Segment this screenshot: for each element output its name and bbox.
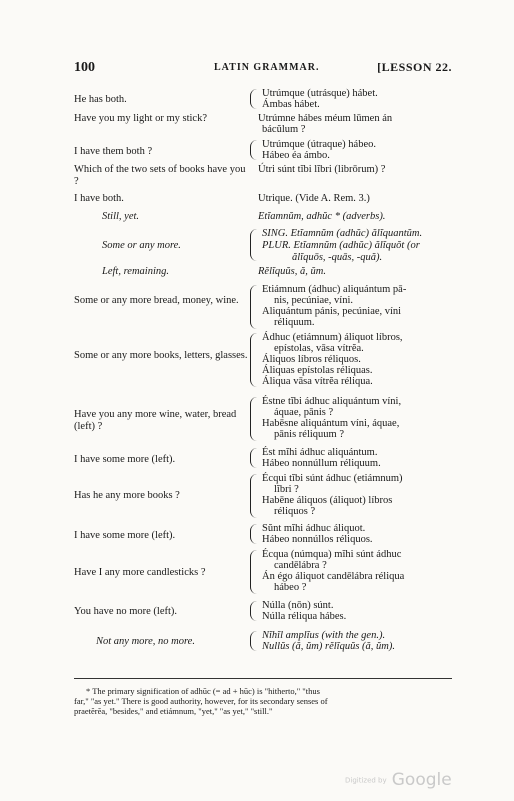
running-header — [74, 60, 452, 78]
vocab-entry — [74, 549, 452, 595]
vocab-entry — [74, 193, 452, 205]
latin-line: Habēne áliquos (áliquot) líbros — [262, 495, 393, 506]
latin-line: pānis réliquum ? — [274, 429, 344, 440]
latin-line: PLUR. Etĭamnŭm (adhŭc) ălĭquŏt (or — [262, 240, 420, 251]
brace — [250, 397, 261, 441]
english-phrase: He has both. — [74, 94, 127, 105]
running-title: LATIN GRAMMAR. — [214, 62, 320, 73]
page-number: 100 — [74, 60, 95, 75]
english-phrase: Some or any more books, letters, glasses. — [74, 350, 248, 361]
brace — [250, 89, 261, 109]
latin-line: Hábeo nonnúllum réliquum. — [262, 458, 381, 469]
footnote-line: praetĕrĕa, "besides," and etiámnum, "yet," "as yet," "still." — [74, 706, 273, 716]
google-logo: Google — [391, 770, 452, 790]
latin-line: Habēsne aliquántum víni, áquae, — [262, 418, 400, 429]
brace — [250, 285, 261, 329]
english-phrase: Some or any more bread, money, wine. — [74, 295, 239, 306]
vocab-entry — [74, 139, 452, 161]
latin-line: Án égo áliquot candēlábra réliqua — [262, 571, 405, 582]
english-phrase: Still, yet. — [102, 211, 140, 222]
vocab-entry — [74, 266, 452, 278]
vocab-entry — [74, 332, 452, 388]
latin-line: réliquos ? — [274, 506, 316, 517]
latin-line: Sŭnt mĭhi ádhuc áliquot. — [262, 523, 366, 534]
vocab-entry — [74, 113, 452, 135]
latin-line: Écqua (númqua) mĭhi súnt ádhuc — [262, 549, 402, 560]
vocab-entry — [74, 396, 452, 442]
latin-line: nis, pecúniae, víni. — [274, 295, 354, 306]
english-phrase: I have some more (left). — [74, 454, 176, 465]
latin-line: Útri súnt tĭbi lĭbri (librōrum) ? — [258, 164, 386, 175]
latin-line: Nĭhĭl amplĭus (with the gen.). — [262, 630, 386, 641]
vocab-entry — [74, 284, 452, 330]
watermark-text: Digitized by — [345, 776, 387, 785]
brace — [250, 140, 261, 160]
latin-line: Nullŭs (ă, ŭm) rĕlĭquŭs (ă, ŭm). — [262, 641, 395, 652]
latin-line: epístolas, vāsa vítrĕa. — [274, 343, 364, 354]
english-phrase: Left, remaining. — [102, 266, 169, 277]
latin-line: Áliqua vāsa vítrĕa réliqua. — [262, 376, 373, 387]
digitization-watermark — [345, 770, 452, 790]
latin-line: áquae, pānis ? — [274, 407, 334, 418]
vocab-entry — [74, 473, 452, 519]
latin-line: Aliquántum pánis, pecúniae, víni — [262, 306, 402, 317]
latin-line: Éstne tĭbi ádhuc aliquántum víni, — [262, 396, 402, 407]
english-phrase: Have you my light or my stick? — [74, 113, 207, 124]
vocab-entry — [74, 164, 452, 186]
brace — [250, 333, 261, 387]
latin-line: Hábeo éa ámbo. — [262, 150, 330, 161]
english-phrase: Which of the two sets of books have you ? — [74, 164, 246, 187]
latin-line: SING. Etĭamnŭm (adhŭc) ălĭquantŭm. — [262, 228, 423, 239]
vocab-entry — [74, 630, 452, 652]
latin-line: Utrúmque (utrásque) hábet. — [262, 88, 378, 99]
latin-line: Hábeo nonnúllos réliquos. — [262, 534, 373, 545]
latin-line: Áliquas epístolas réliquas. — [262, 365, 373, 376]
english-phrase: You have no more (left). — [74, 606, 178, 617]
footnote-line: * The primary signification of adhūc (= ad + hūc) is "hitherto," "thus — [86, 686, 320, 696]
latin-line: réliquum. — [274, 317, 315, 328]
latin-line: Etiámnum (ádhuc) aliquántum pā- — [262, 284, 407, 295]
latin-line: Utrúmne hábes méum lūmen án — [258, 113, 393, 124]
vocab-entry — [74, 600, 452, 622]
latin-line: Rĕlĭquŭs, ă, ŭm. — [258, 266, 326, 277]
latin-line: Ést mĭhi ádhuc aliquántum. — [262, 447, 378, 458]
latin-line: Áliquos líbros réliquos. — [262, 354, 361, 365]
english-phrase: I have some more (left). — [74, 530, 176, 541]
brace — [250, 550, 261, 594]
latin-line: lĭbri ? — [274, 484, 299, 495]
vocab-entry — [74, 228, 452, 262]
vocab-entry — [74, 447, 452, 469]
vocab-entry — [74, 211, 452, 223]
brace — [250, 474, 261, 518]
latin-line: Núlla (nōn) súnt. — [262, 600, 334, 611]
latin-line: Etĭamnŭm, adhŭc * (adverbs). — [258, 211, 386, 222]
latin-line: hábeo ? — [274, 582, 307, 593]
footnote-rule — [74, 678, 452, 679]
brace — [250, 524, 261, 544]
vocab-entry — [74, 88, 452, 110]
latin-line: Ádhuc (etiámnum) áliquot líbros, — [262, 332, 403, 343]
english-phrase: Some or any more. — [102, 240, 181, 251]
vocab-entry — [74, 523, 452, 545]
latin-line: Núlla réliqua hábes. — [262, 611, 347, 622]
latin-line: candēlábra ? — [274, 560, 327, 571]
latin-line: Ámbas hábet. — [262, 99, 320, 110]
latin-line: ălĭquōs, -quās, -quă). — [292, 252, 383, 263]
english-phrase: Has he any more books ? — [74, 490, 180, 501]
lesson-label: [LESSON 22. — [377, 60, 452, 74]
latin-line: Écqui tĭbi súnt ádhuc (etiámnum) — [262, 473, 403, 484]
english-phrase: I have both. — [74, 193, 124, 204]
english-phrase: Have I any more candlesticks ? — [74, 567, 206, 578]
brace — [250, 601, 261, 621]
footnote — [74, 686, 452, 716]
english-phrase: Not any more, no more. — [96, 636, 195, 647]
english-phrase: Have you any more wine, water, bread (left) ? — [74, 409, 237, 432]
brace — [250, 631, 261, 651]
latin-line: Utrúmque (útraque) hábeo. — [262, 139, 376, 150]
brace — [250, 448, 261, 468]
latin-line: bácŭlum ? — [262, 124, 306, 135]
english-phrase: I have them both ? — [74, 146, 153, 157]
latin-line: Utrique. (Vide A. Rem. 3.) — [258, 193, 370, 204]
brace — [250, 229, 261, 261]
footnote-line: far," "as yet." There is good authority, however, for its secondary senses of — [74, 696, 328, 706]
